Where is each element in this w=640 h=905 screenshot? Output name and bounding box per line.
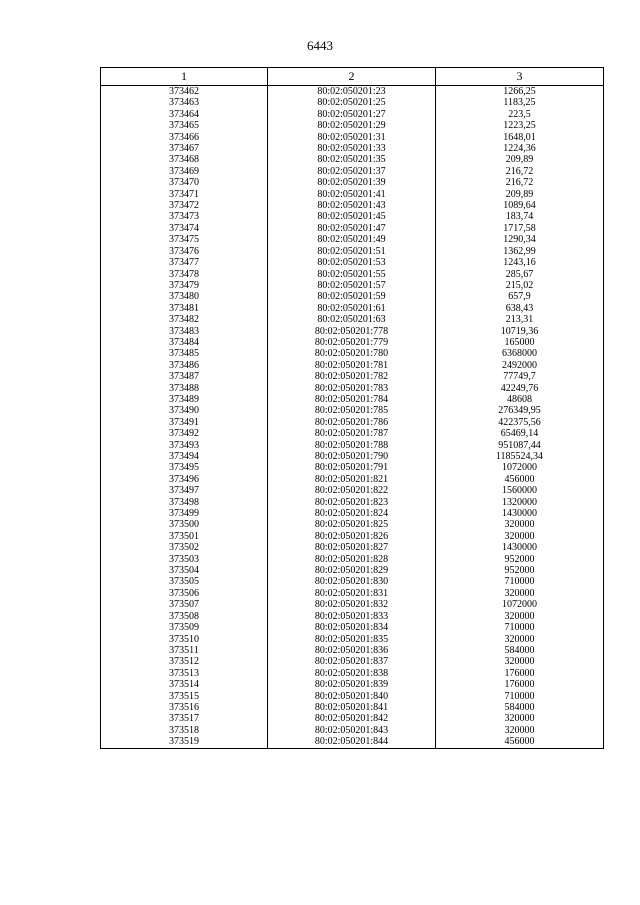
record-number-cell: 373514 bbox=[101, 679, 268, 690]
record-number-cell: 373463 bbox=[101, 97, 268, 108]
cadastral-number-cell: 80:02:050201:37 bbox=[268, 166, 436, 177]
cadastral-number-cell: 80:02:050201:51 bbox=[268, 246, 436, 257]
record-number-cell: 373489 bbox=[101, 394, 268, 405]
cadastral-number-cell: 80:02:050201:55 bbox=[268, 269, 436, 280]
record-number-cell: 373465 bbox=[101, 120, 268, 131]
cadastral-number-cell: 80:02:050201:824 bbox=[268, 508, 436, 519]
table-row bbox=[101, 132, 604, 143]
cadastral-number-cell: 80:02:050201:826 bbox=[268, 531, 436, 542]
record-number-cell: 373501 bbox=[101, 531, 268, 542]
cadastral-number-cell: 80:02:050201:837 bbox=[268, 656, 436, 667]
table-row bbox=[101, 166, 604, 177]
value-cell: 951087,44 bbox=[436, 440, 604, 451]
table-row bbox=[101, 337, 604, 348]
value-cell: 1089,64 bbox=[436, 200, 604, 211]
cadastral-number-cell: 80:02:050201:835 bbox=[268, 634, 436, 645]
value-cell: 584000 bbox=[436, 702, 604, 713]
value-cell: 456000 bbox=[436, 474, 604, 485]
cadastral-number-cell: 80:02:050201:787 bbox=[268, 428, 436, 439]
table-row bbox=[101, 143, 604, 154]
record-number-cell: 373481 bbox=[101, 303, 268, 314]
table-row bbox=[101, 314, 604, 325]
cadastral-number-cell: 80:02:050201:822 bbox=[268, 485, 436, 496]
value-cell: 320000 bbox=[436, 588, 604, 599]
record-number-cell: 373479 bbox=[101, 280, 268, 291]
column-header-1: 1 bbox=[101, 68, 268, 86]
table-row bbox=[101, 394, 604, 405]
table-row bbox=[101, 326, 604, 337]
record-number-cell: 373467 bbox=[101, 143, 268, 154]
value-cell: 1183,25 bbox=[436, 97, 604, 108]
table-row bbox=[101, 440, 604, 451]
record-number-cell: 373502 bbox=[101, 542, 268, 553]
value-cell: 209,89 bbox=[436, 189, 604, 200]
record-number-cell: 373476 bbox=[101, 246, 268, 257]
cadastral-number-cell: 80:02:050201:834 bbox=[268, 622, 436, 633]
record-number-cell: 373485 bbox=[101, 348, 268, 359]
value-cell: 320000 bbox=[436, 656, 604, 667]
record-number-cell: 373516 bbox=[101, 702, 268, 713]
record-number-cell: 373496 bbox=[101, 474, 268, 485]
value-cell: 276349,95 bbox=[436, 405, 604, 416]
value-cell: 48608 bbox=[436, 394, 604, 405]
value-cell: 456000 bbox=[436, 736, 604, 748]
table-row bbox=[101, 691, 604, 702]
value-cell: 952000 bbox=[436, 554, 604, 565]
cadastral-number-cell: 80:02:050201:788 bbox=[268, 440, 436, 451]
cadastral-number-cell: 80:02:050201:790 bbox=[268, 451, 436, 462]
value-cell: 638,43 bbox=[436, 303, 604, 314]
cadastral-number-cell: 80:02:050201:780 bbox=[268, 348, 436, 359]
cadastral-number-cell: 80:02:050201:829 bbox=[268, 565, 436, 576]
cadastral-number-cell: 80:02:050201:41 bbox=[268, 189, 436, 200]
value-cell: 42249,76 bbox=[436, 383, 604, 394]
value-cell: 1717,58 bbox=[436, 223, 604, 234]
value-cell: 1560000 bbox=[436, 485, 604, 496]
record-number-cell: 373507 bbox=[101, 599, 268, 610]
record-number-cell: 373511 bbox=[101, 645, 268, 656]
cadastral-number-cell: 80:02:050201:791 bbox=[268, 462, 436, 473]
record-number-cell: 373473 bbox=[101, 211, 268, 222]
table-row bbox=[101, 588, 604, 599]
record-number-cell: 373478 bbox=[101, 269, 268, 280]
table-row bbox=[101, 269, 604, 280]
table-row bbox=[101, 462, 604, 473]
table-row bbox=[101, 542, 604, 553]
table-row bbox=[101, 280, 604, 291]
cadastral-number-cell: 80:02:050201:778 bbox=[268, 326, 436, 337]
value-cell: 183,74 bbox=[436, 211, 604, 222]
data-table bbox=[100, 67, 604, 749]
table-row bbox=[101, 622, 604, 633]
table-row bbox=[101, 679, 604, 690]
value-cell: 176000 bbox=[436, 668, 604, 679]
value-cell: 320000 bbox=[436, 611, 604, 622]
record-number-cell: 373492 bbox=[101, 428, 268, 439]
value-cell: 6368000 bbox=[436, 348, 604, 359]
record-number-cell: 373488 bbox=[101, 383, 268, 394]
cadastral-number-cell: 80:02:050201:43 bbox=[268, 200, 436, 211]
value-cell: 1072000 bbox=[436, 599, 604, 610]
value-cell: 216,72 bbox=[436, 177, 604, 188]
record-number-cell: 373517 bbox=[101, 713, 268, 724]
value-cell: 657,9 bbox=[436, 291, 604, 302]
value-cell: 1320000 bbox=[436, 497, 604, 508]
table-row bbox=[101, 291, 604, 302]
record-number-cell: 373486 bbox=[101, 360, 268, 371]
cadastral-number-cell: 80:02:050201:63 bbox=[268, 314, 436, 325]
table-row bbox=[101, 177, 604, 188]
cadastral-number-cell: 80:02:050201:57 bbox=[268, 280, 436, 291]
table-row bbox=[101, 120, 604, 131]
value-cell: 1430000 bbox=[436, 508, 604, 519]
record-number-cell: 373510 bbox=[101, 634, 268, 645]
value-cell: 209,89 bbox=[436, 154, 604, 165]
cadastral-number-cell: 80:02:050201:821 bbox=[268, 474, 436, 485]
table-row bbox=[101, 645, 604, 656]
value-cell: 223,5 bbox=[436, 109, 604, 120]
record-number-cell: 373503 bbox=[101, 554, 268, 565]
record-number-cell: 373491 bbox=[101, 417, 268, 428]
table-row bbox=[101, 246, 604, 257]
cadastral-number-cell: 80:02:050201:836 bbox=[268, 645, 436, 656]
table-row bbox=[101, 371, 604, 382]
record-number-cell: 373475 bbox=[101, 234, 268, 245]
cadastral-number-cell: 80:02:050201:833 bbox=[268, 611, 436, 622]
value-cell: 320000 bbox=[436, 634, 604, 645]
cadastral-number-cell: 80:02:050201:33 bbox=[268, 143, 436, 154]
record-number-cell: 373482 bbox=[101, 314, 268, 325]
table-row bbox=[101, 109, 604, 120]
value-cell: 1185524,34 bbox=[436, 451, 604, 462]
value-cell: 77749,7 bbox=[436, 371, 604, 382]
page-number: 6443 bbox=[307, 38, 333, 53]
record-number-cell: 373464 bbox=[101, 109, 268, 120]
cadastral-number-cell: 80:02:050201:45 bbox=[268, 211, 436, 222]
table-row bbox=[101, 531, 604, 542]
value-cell: 1266,25 bbox=[436, 86, 604, 98]
column-header-3: 3 bbox=[436, 68, 604, 86]
value-cell: 320000 bbox=[436, 531, 604, 542]
cadastral-number-cell: 80:02:050201:31 bbox=[268, 132, 436, 143]
table-row bbox=[101, 211, 604, 222]
record-number-cell: 373493 bbox=[101, 440, 268, 451]
table-row bbox=[101, 702, 604, 713]
cadastral-number-cell: 80:02:050201:840 bbox=[268, 691, 436, 702]
cadastral-number-cell: 80:02:050201:61 bbox=[268, 303, 436, 314]
value-cell: 1430000 bbox=[436, 542, 604, 553]
value-cell: 165000 bbox=[436, 337, 604, 348]
record-number-cell: 373497 bbox=[101, 485, 268, 496]
cadastral-number-cell: 80:02:050201:27 bbox=[268, 109, 436, 120]
record-number-cell: 373477 bbox=[101, 257, 268, 268]
cadastral-number-cell: 80:02:050201:782 bbox=[268, 371, 436, 382]
cadastral-number-cell: 80:02:050201:785 bbox=[268, 405, 436, 416]
record-number-cell: 373490 bbox=[101, 405, 268, 416]
record-number-cell: 373472 bbox=[101, 200, 268, 211]
cadastral-number-cell: 80:02:050201:59 bbox=[268, 291, 436, 302]
cadastral-number-cell: 80:02:050201:47 bbox=[268, 223, 436, 234]
cadastral-number-cell: 80:02:050201:783 bbox=[268, 383, 436, 394]
record-number-cell: 373462 bbox=[101, 86, 268, 98]
cadastral-number-cell: 80:02:050201:786 bbox=[268, 417, 436, 428]
record-number-cell: 373519 bbox=[101, 736, 268, 748]
cadastral-number-cell: 80:02:050201:53 bbox=[268, 257, 436, 268]
cadastral-number-cell: 80:02:050201:828 bbox=[268, 554, 436, 565]
value-cell: 320000 bbox=[436, 519, 604, 530]
cadastral-number-cell: 80:02:050201:25 bbox=[268, 97, 436, 108]
record-number-cell: 373484 bbox=[101, 337, 268, 348]
table-row bbox=[101, 611, 604, 622]
record-number-cell: 373495 bbox=[101, 462, 268, 473]
table-row bbox=[101, 656, 604, 667]
record-number-cell: 373494 bbox=[101, 451, 268, 462]
table-row bbox=[101, 599, 604, 610]
value-cell: 710000 bbox=[436, 691, 604, 702]
record-number-cell: 373466 bbox=[101, 132, 268, 143]
record-number-cell: 373499 bbox=[101, 508, 268, 519]
value-cell: 213,31 bbox=[436, 314, 604, 325]
cadastral-number-cell: 80:02:050201:832 bbox=[268, 599, 436, 610]
cadastral-number-cell: 80:02:050201:827 bbox=[268, 542, 436, 553]
table-row bbox=[101, 668, 604, 679]
value-cell: 65469,14 bbox=[436, 428, 604, 439]
value-cell: 1072000 bbox=[436, 462, 604, 473]
cadastral-number-cell: 80:02:050201:823 bbox=[268, 497, 436, 508]
cadastral-number-cell: 80:02:050201:830 bbox=[268, 576, 436, 587]
cadastral-number-cell: 80:02:050201:838 bbox=[268, 668, 436, 679]
value-cell: 710000 bbox=[436, 576, 604, 587]
record-number-cell: 373480 bbox=[101, 291, 268, 302]
table-row bbox=[101, 417, 604, 428]
record-number-cell: 373471 bbox=[101, 189, 268, 200]
value-cell: 1648,01 bbox=[436, 132, 604, 143]
value-cell: 710000 bbox=[436, 622, 604, 633]
cadastral-number-cell: 80:02:050201:843 bbox=[268, 725, 436, 736]
cadastral-number-cell: 80:02:050201:39 bbox=[268, 177, 436, 188]
record-number-cell: 373470 bbox=[101, 177, 268, 188]
value-cell: 2492000 bbox=[436, 360, 604, 371]
cadastral-number-cell: 80:02:050201:35 bbox=[268, 154, 436, 165]
cadastral-number-cell: 80:02:050201:781 bbox=[268, 360, 436, 371]
table-row bbox=[101, 554, 604, 565]
value-cell: 216,72 bbox=[436, 166, 604, 177]
value-cell: 320000 bbox=[436, 725, 604, 736]
table-row bbox=[101, 451, 604, 462]
table-row bbox=[101, 97, 604, 108]
cadastral-number-cell: 80:02:050201:825 bbox=[268, 519, 436, 530]
table-row bbox=[101, 86, 604, 98]
value-cell: 584000 bbox=[436, 645, 604, 656]
column-header-2: 2 bbox=[268, 68, 436, 86]
record-number-cell: 373468 bbox=[101, 154, 268, 165]
table-row bbox=[101, 303, 604, 314]
table-row bbox=[101, 508, 604, 519]
record-number-cell: 373509 bbox=[101, 622, 268, 633]
table-row bbox=[101, 189, 604, 200]
value-cell: 285,67 bbox=[436, 269, 604, 280]
table-row bbox=[101, 634, 604, 645]
table-row bbox=[101, 383, 604, 394]
cadastral-number-cell: 80:02:050201:784 bbox=[268, 394, 436, 405]
record-number-cell: 373506 bbox=[101, 588, 268, 599]
value-cell: 176000 bbox=[436, 679, 604, 690]
record-number-cell: 373513 bbox=[101, 668, 268, 679]
table-row bbox=[101, 234, 604, 245]
cadastral-number-cell: 80:02:050201:841 bbox=[268, 702, 436, 713]
table-row bbox=[101, 565, 604, 576]
record-number-cell: 373505 bbox=[101, 576, 268, 587]
cadastral-number-cell: 80:02:050201:842 bbox=[268, 713, 436, 724]
value-cell: 1223,25 bbox=[436, 120, 604, 131]
cadastral-number-cell: 80:02:050201:49 bbox=[268, 234, 436, 245]
table-row bbox=[101, 713, 604, 724]
record-number-cell: 373504 bbox=[101, 565, 268, 576]
value-cell: 320000 bbox=[436, 713, 604, 724]
table-row bbox=[101, 485, 604, 496]
table-row bbox=[101, 519, 604, 530]
record-number-cell: 373469 bbox=[101, 166, 268, 177]
value-cell: 1290,34 bbox=[436, 234, 604, 245]
value-cell: 215,02 bbox=[436, 280, 604, 291]
record-number-cell: 373500 bbox=[101, 519, 268, 530]
table-row bbox=[101, 405, 604, 416]
cadastral-number-cell: 80:02:050201:839 bbox=[268, 679, 436, 690]
table-row bbox=[101, 497, 604, 508]
value-cell: 422375,56 bbox=[436, 417, 604, 428]
record-number-cell: 373518 bbox=[101, 725, 268, 736]
record-number-cell: 373512 bbox=[101, 656, 268, 667]
table-row bbox=[101, 474, 604, 485]
value-cell: 1243,16 bbox=[436, 257, 604, 268]
record-number-cell: 373498 bbox=[101, 497, 268, 508]
table-row bbox=[101, 200, 604, 211]
value-cell: 10719,36 bbox=[436, 326, 604, 337]
table-row bbox=[101, 348, 604, 359]
cadastral-number-cell: 80:02:050201:844 bbox=[268, 736, 436, 748]
cadastral-number-cell: 80:02:050201:779 bbox=[268, 337, 436, 348]
header-row bbox=[101, 68, 604, 86]
table-row bbox=[101, 154, 604, 165]
cadastral-number-cell: 80:02:050201:831 bbox=[268, 588, 436, 599]
record-number-cell: 373474 bbox=[101, 223, 268, 234]
table-row bbox=[101, 725, 604, 736]
table-row bbox=[101, 428, 604, 439]
table-body bbox=[101, 86, 604, 749]
value-cell: 952000 bbox=[436, 565, 604, 576]
table-row bbox=[101, 576, 604, 587]
value-cell: 1224,36 bbox=[436, 143, 604, 154]
table-row bbox=[101, 257, 604, 268]
record-number-cell: 373487 bbox=[101, 371, 268, 382]
table-row bbox=[101, 736, 604, 748]
record-number-cell: 373483 bbox=[101, 326, 268, 337]
record-number-cell: 373508 bbox=[101, 611, 268, 622]
record-number-cell: 373515 bbox=[101, 691, 268, 702]
cadastral-number-cell: 80:02:050201:23 bbox=[268, 86, 436, 98]
value-cell: 1362,99 bbox=[436, 246, 604, 257]
table-row bbox=[101, 223, 604, 234]
table-row bbox=[101, 360, 604, 371]
cadastral-number-cell: 80:02:050201:29 bbox=[268, 120, 436, 131]
